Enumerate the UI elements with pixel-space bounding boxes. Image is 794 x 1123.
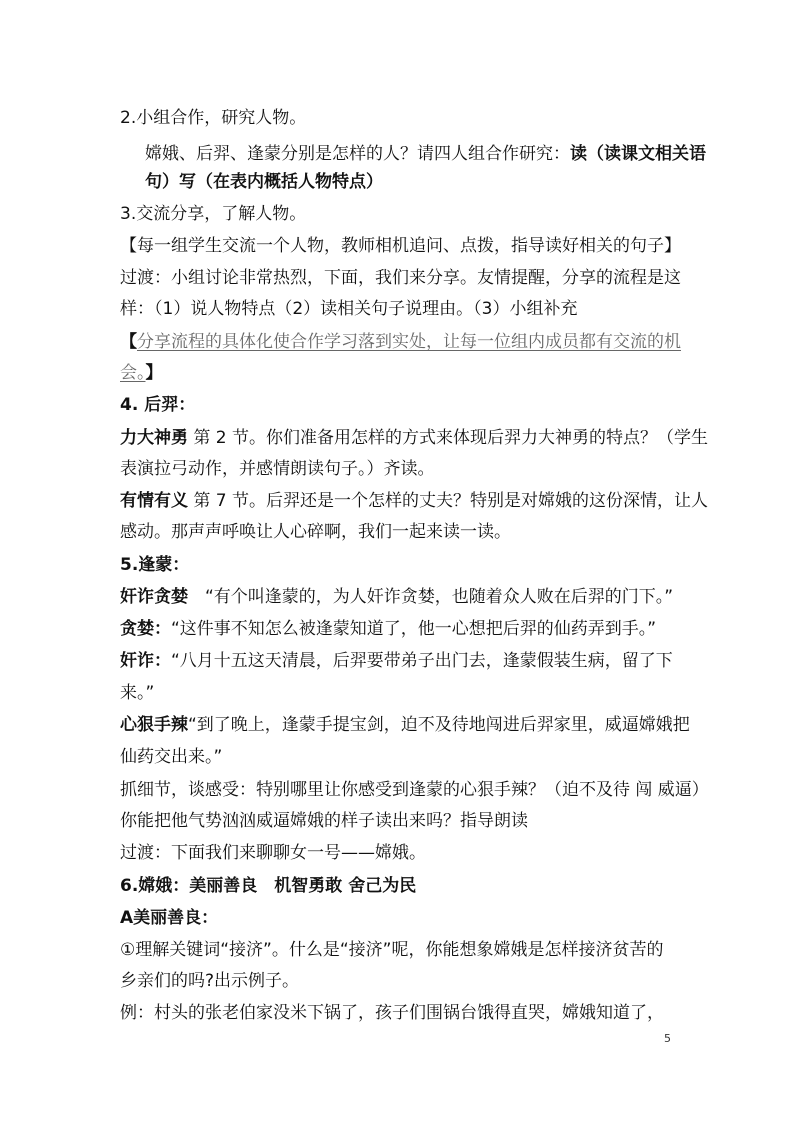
section-6a-item-1-line-2: 乡亲们的吗?出示例子。 [120,971,300,991]
section-3-teacher-note: 【每一组学生交流一个人物，教师相机追问、点拨，指导读好相关的句子】 [120,236,681,256]
section-3-transition-line-1: 过渡：小组讨论非常热烈，下面，我们来分享。友情提醒，分享的流程是这 [120,268,681,288]
trait-text: 第 2 节。你们准备用怎样的方式来体现后羿力大神勇的特点？（学生 [188,428,709,448]
houyi-trait-2-line-1 [120,490,708,512]
section-6a-example: 例：村头的张老伯家没米下锅了，孩子们围锅台饿得直哭，嫦娥知道了， [120,1003,664,1023]
comment-text: 分享流程的具体化使合作学习落到实处，让每一位组内成员都有交流的机 [137,332,681,352]
houyi-trait-2-line-2: 感动。那声声呼唤让人心碎啊，我们一起来读一读。 [120,522,511,542]
fengmeng-trait-1 [120,586,673,608]
section-3-transition-line-2: 样：（1）说人物特点（2）读相关句子说理由。（3）小组补充 [120,299,578,319]
comment-text-end: 会。 [120,363,146,383]
section-6a-item-1-line-1: ①理解关键词“接济”。什么是“接济”呢，你能想象嫦娥是怎样接济贫苦的 [120,940,664,960]
fengmeng-ruthless-line-2: 仙药交出来。” [120,747,223,767]
trait-text: 第 7 节。后羿还是一个怎样的丈夫？特别是对嫦娥的这份深情，让人 [188,491,709,511]
section-5-heading: 5.逢蒙： [120,555,190,575]
fengmeng-cunning-line-1 [120,650,673,672]
section-2-heading: 2.小组合作，研究人物。 [120,108,307,128]
trait-text: “八月十五这天清晨，后羿要带弟子出门去，逢蒙假装生病，留了下 [171,651,673,671]
page-number: 5 [664,1032,671,1045]
fengmeng-greedy [120,618,656,640]
section-6-heading: 6.嫦娥：美丽善良 机智勇敢 舍己为民 [120,876,417,896]
trait-label: 心狠手辣 [120,715,188,735]
trait-text: “到了晚上，逢蒙手提宝剑，迫不及待地闯进后羿家里，威逼嫦娥把 [188,715,690,735]
houyi-trait-1-line-2: 表演拉弓动作，并感情朗读句子。）齐读。 [120,459,435,479]
section-5-transition: 过渡：下面我们来聊聊女一号——嫦娥。 [120,843,426,863]
section-6a-heading: A美丽善良： [120,908,219,928]
trait-text: “这件事不知怎么被逢蒙知道了，他一心想把后羿的仙药弄到手。” [171,619,657,639]
question-bold-text: 读（读课文相关语 [570,144,706,164]
section-2-question-line-1 [145,143,706,165]
section-3-comment-line-1 [120,331,681,353]
houyi-trait-1-line-1 [120,427,708,449]
section-3-heading: 3.交流分享，了解人物。 [120,204,307,224]
section-2-question-line-2: 句）写（在表内概括人物特点） [145,172,383,192]
section-5-detail-line-1: 抓细节，谈感受：特别哪里让你感受到逢蒙的心狠手辣？（迫不及待 闯 威逼） [120,780,709,800]
trait-label: 奸诈： [120,651,171,671]
section-3-comment-line-2 [120,362,163,384]
trait-text: “有个叫逢蒙的，为人奸诈贪婪，也随着众人败在后羿的门下。” [188,587,674,607]
question-text: 嫦娥、后羿、逢蒙分别是怎样的人？请四人组合作研究： [145,144,570,164]
trait-label: 有情有义 [120,491,188,511]
section-5-detail-line-2: 你能把他气势汹汹威逼嫦娥的样子读出来吗？指导朗读 [120,811,528,831]
section-4-heading: 4. 后羿： [120,395,196,415]
fengmeng-ruthless-line-1 [120,714,690,736]
trait-label: 贪婪： [120,619,171,639]
comment-open-bracket: 【 [120,332,137,352]
trait-label: 奸诈贪婪 [120,587,188,607]
trait-label: 力大神勇 [120,428,188,448]
comment-close-bracket: 】 [145,363,163,383]
fengmeng-cunning-line-2: 来。” [120,683,155,703]
